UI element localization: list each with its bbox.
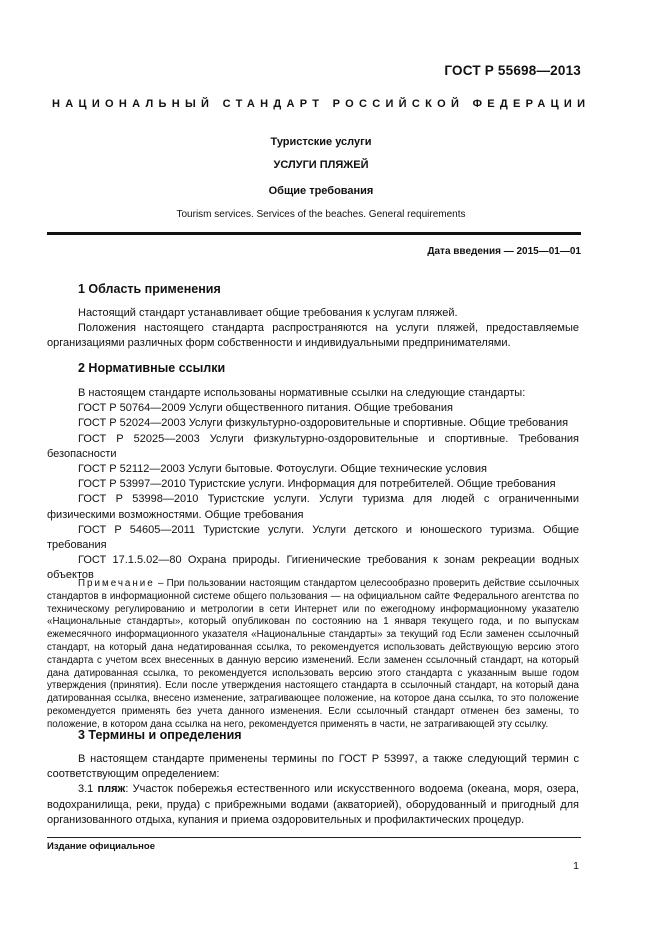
reference-item: ГОСТ Р 52025—2003 Услуги физкультурно-оздоровительные и спортивные. Требования безопасности <box>47 432 579 460</box>
section-3-intro: В настоящем стандарте применены термины по ГОСТ Р 53997, а также следующий термин с соответствующим определением: <box>47 753 579 781</box>
term-number: 3.1 <box>78 783 98 796</box>
english-title: Tourism services. Services of the beaches. General requirements <box>176 209 466 220</box>
introduction-date: Дата введения — 2015—01—01 <box>427 246 581 257</box>
term-definition <box>47 782 579 828</box>
reference-note <box>47 578 579 732</box>
section-2-body <box>47 386 579 584</box>
section-3-heading: 3 Термины и определения <box>78 728 242 742</box>
term-text: : Участок побережья естественного или искусственного водоема (океана, моря, озера, водохранилища, реки, пруда) с прибрежными водами (акваторией), оборудованный и пригодный для организованного отдыха, купания и приема оздоровительных и профилактических процедур. <box>47 783 579 826</box>
reference-item: ГОСТ 17.1.5.02—80 Охрана природы. Гигиенические требования к зонам рекреации водных объектов <box>47 554 579 582</box>
section-2-intro: В настоящем стандарте использованы нормативные ссылки на следующие стандарты: <box>78 387 526 399</box>
document-number: ГОСТ Р 55698—2013 <box>444 63 581 78</box>
section-1-heading: 1 Область применения <box>78 282 221 296</box>
note-text: – При пользовании настоящим стандартом целесообразно проверить действие ссылочных стандартов в информационной системе общего пользования — на официальном сайте Федерального агентства по техническому регулированию и метрологии в сети Интернет или по ежегодному информационному указателю «Национальные стандарты», который опубликован по состоянию на 1 января текущего года, и по выпускам ежемесячного информационного указателя «Национальные стандарты» за текущий год Если заменен ссылочный стандарт, на который дана недатированная ссылка, то рекомендуется использовать действующую версию этого стандарта с учетом всех внесенных в данную версию изменений. Если заменен ссылочный стандарт, на который дана датированная ссылка, то рекомендуется использовать версию этого стандарта с указанным выше годом утверждения (принятия). Если после утверждения настоящего стандарта в ссылочный стандарт, на который дана датированная ссылка, внесено изменение, затрагивающее положение, на которое дана ссылка, то это положение рекомендуется применять без учета данного изменения. Если ссылочный стандарт отменен без замены, то положение, в котором дана ссылка на него, рекомендуется применять в части, не затрагивающей эту ссылку. <box>47 578 579 730</box>
title-line-2: УСЛУГИ ПЛЯЖЕЙ <box>273 159 369 171</box>
edition-label: Издание официальное <box>47 841 155 852</box>
page-number: 1 <box>573 860 579 872</box>
title-line-3: Общие требования <box>268 185 374 197</box>
section-3-body <box>47 752 579 828</box>
section-1-paragraph: Настоящий стандарт устанавливает общие требования к услугам пляжей. <box>78 307 458 319</box>
section-1-body <box>47 306 579 352</box>
reference-item: ГОСТ Р 52024—2003 Услуги физкультурно-оздоровительные и спортивные. Общие требования <box>78 417 569 430</box>
reference-item: ГОСТ Р 52112—2003 Услуги бытовые. Фотоуслуги. Общие технические условия <box>78 463 487 476</box>
reference-item: ГОСТ Р 54605—2011 Туристские услуги. Услуги детского и юношеского туризма. Общие требования <box>47 523 579 552</box>
section-1-paragraph: Положения настоящего стандарта распространяются на услуги пляжей, предоставляемые организациями различных форм собственности и индивидуальными предпринимателями. <box>47 322 579 350</box>
reference-item: ГОСТ Р 53998—2010 Туристские услуги. Услуги туризма для людей с ограниченными физическими возможностями. Общие требования <box>47 493 579 521</box>
term-name: пляж <box>97 783 126 796</box>
title-line-1: Туристские услуги <box>270 136 372 148</box>
footer-rule <box>47 837 581 838</box>
note-label: Примечание <box>78 578 155 589</box>
section-2-heading: 2 Нормативные ссылки <box>78 361 226 375</box>
reference-item: ГОСТ Р 50764—2009 Услуги общественного питания. Общие требования <box>78 402 453 415</box>
reference-item: ГОСТ Р 53997—2010 Туристские услуги. Информация для потребителей. Общие требования <box>78 478 556 491</box>
national-standard-banner: НАЦИОНАЛЬНЫЙ СТАНДАРТ РОССИЙСКОЙ ФЕДЕРАЦИИ <box>52 98 591 110</box>
title-rule <box>47 232 581 235</box>
